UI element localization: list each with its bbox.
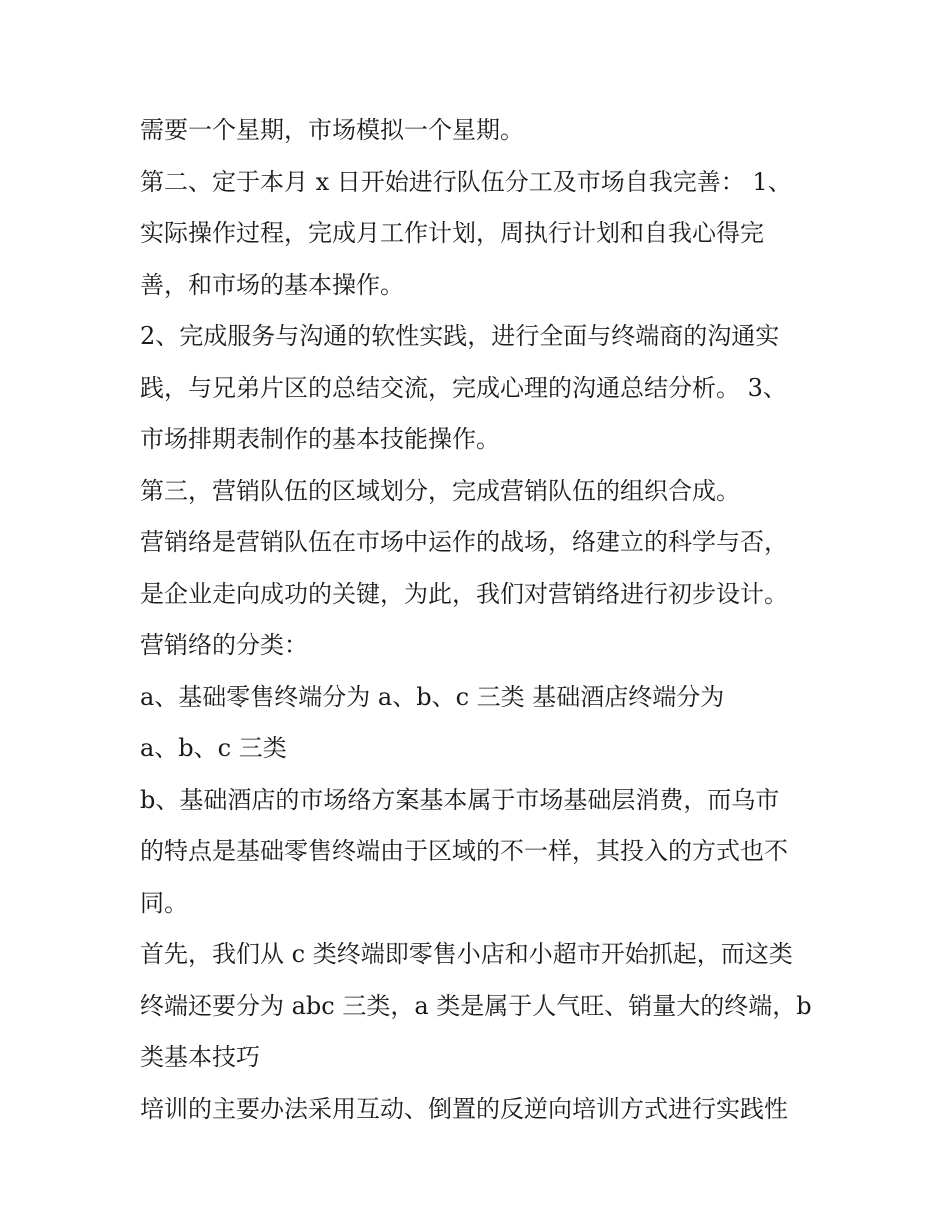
text-line: 第二、定于本月 x 日开始进行队伍分工及市场自我完善： 1、 bbox=[140, 167, 792, 196]
text-line: 培训的主要办法采用互动、倒置的反逆向培训方式进行实践性 bbox=[140, 1094, 788, 1123]
text-line: a、基础零售终端分为 a、b、c 三类 基础酒店终端分为 bbox=[140, 682, 725, 711]
text-line: 2、完成服务与沟通的软性实践，进行全面与终端商的沟通实 bbox=[140, 322, 780, 350]
text-line: 市场排期表制作的基本技能操作。 bbox=[140, 425, 500, 453]
text-line: 营销络是营销队伍在市场中运作的战场，络建立的科学与否， bbox=[140, 528, 788, 556]
text-line: 第三，营销队伍的区域划分，完成营销队伍的组织合成。 bbox=[140, 476, 740, 505]
text-line: 需要一个星期，市场模拟一个星期。 bbox=[140, 116, 524, 144]
text-line: 践，与兄弟片区的总结交流，完成心理的沟通总结分析。 3、 bbox=[140, 373, 787, 402]
text-line: 的特点是基础零售终端由于区域的不一样，其投入的方式也不 bbox=[140, 837, 788, 865]
text-line: 营销络的分类： bbox=[140, 631, 308, 659]
text-line: 终端还要分为 abc 三类，a 类是属于人气旺、销量大的终端，b bbox=[140, 991, 812, 1020]
text-line: 是企业走向成功的关键，为此，我们对营销络进行初步设计。 bbox=[140, 579, 788, 608]
text-line: b、基础酒店的市场络方案基本属于市场基础层消费，而乌市 bbox=[140, 785, 780, 814]
text-line: a、b、c 三类 bbox=[140, 734, 287, 762]
text-line: 实际操作过程，完成月工作计划，周执行计划和自我心得完 bbox=[140, 219, 764, 247]
text-line: 同。 bbox=[140, 888, 188, 917]
text-line: 善，和市场的基本操作。 bbox=[140, 270, 404, 299]
text-line: 首先，我们从 c 类终端即零售小店和小超市开始抓起，而这类 bbox=[140, 940, 793, 968]
text-line: 类基本技巧 bbox=[140, 1043, 260, 1071]
document-body bbox=[140, 108, 820, 1138]
